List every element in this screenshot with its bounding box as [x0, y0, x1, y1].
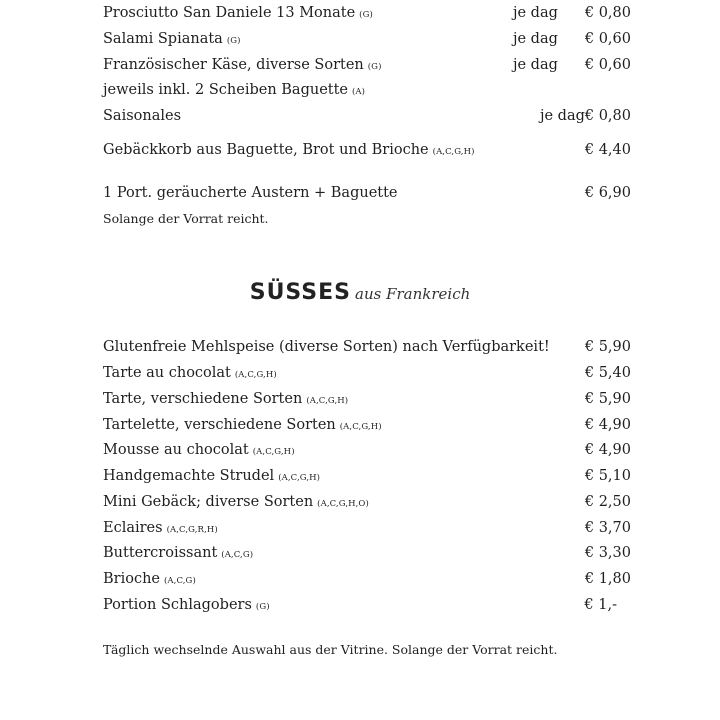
- allergen-codes: (G): [359, 10, 373, 20]
- allergen-codes: (A,C,G): [164, 576, 196, 586]
- item-name: Handgemachte Strudel (A,C,G,H): [103, 468, 321, 484]
- price: € 4,90: [584, 417, 631, 433]
- price: € 0,60: [584, 31, 631, 47]
- top-note: Solange der Vorrat reicht.: [103, 211, 269, 226]
- item-name: Prosciutto San Daniele 13 Monate (G): [103, 5, 373, 21]
- section-title: SÜSSES: [249, 280, 352, 305]
- price: € 5,90: [584, 339, 631, 355]
- price: € 4,90: [584, 442, 631, 458]
- item-name: Buttercroissant (A,C,G): [103, 545, 254, 561]
- allergen-codes: (A,C,G,H): [432, 147, 475, 157]
- item-name: 1 Port. geräucherte Austern + Baguette: [103, 185, 398, 201]
- allergen-codes: (A,C,G,H,O): [317, 499, 369, 509]
- item-name: Salami Spianata (G): [103, 31, 241, 47]
- allergen-codes: (A,C,G): [221, 550, 254, 560]
- allergen-codes: (A,C,G,R,H): [166, 525, 218, 535]
- item-name: Saisonales: [103, 108, 182, 124]
- allergen-codes: (G): [255, 602, 270, 612]
- allergen-codes: (A): [352, 87, 366, 97]
- price: € 3,70: [584, 520, 631, 536]
- allergen-codes: (A,C,G,H): [339, 422, 382, 432]
- allergen-codes: (G): [367, 62, 382, 72]
- item-name: Portion Schlagobers (G): [103, 597, 270, 613]
- unit-label: je dag: [513, 31, 558, 47]
- item-name: Eclaires (A,C,G,R,H): [103, 520, 218, 536]
- price: € 5,90: [584, 391, 631, 407]
- price: € 5,40: [584, 365, 631, 381]
- item-name: Tarte au chocolat (A,C,G,H): [103, 365, 277, 381]
- allergen-codes: (A,C,G,H): [278, 473, 321, 483]
- price: € 2,50: [584, 494, 631, 510]
- item-name: Tarte, verschiedene Sorten (A,C,G,H): [103, 391, 349, 407]
- price: € 0,80: [584, 108, 631, 124]
- unit-label: je dag: [513, 5, 558, 21]
- item-name: Tartelette, verschiedene Sorten (A,C,G,H): [103, 417, 382, 433]
- price: € 0,80: [584, 5, 631, 21]
- item-name: Mini Gebäck; diverse Sorten (A,C,G,H,O): [103, 494, 369, 510]
- allergen-codes: (A,C,G,H): [234, 370, 277, 380]
- item-name: Glutenfreie Mehlspeise (diverse Sorten) nach Verfügbarkeit!: [103, 339, 550, 355]
- price: € 6,90: [584, 185, 631, 201]
- section-heading: [0, 280, 720, 305]
- unit-label: je dag: [513, 57, 558, 73]
- allergen-codes: (G): [226, 36, 241, 46]
- bottom-note: Täglich wechselnde Auswahl aus der Vitrine. Solange der Vorrat reicht.: [103, 642, 558, 657]
- item-name: Gebäckkorb aus Baguette, Brot und Brioche (A,C,G,H): [103, 142, 475, 158]
- price: € 5,10: [584, 468, 631, 484]
- item-name: jeweils inkl. 2 Scheiben Baguette (A): [103, 82, 366, 98]
- item-name: Französischer Käse, diverse Sorten (G): [103, 57, 382, 73]
- unit-label: je dag: [540, 108, 585, 124]
- price: € 1,80: [584, 571, 631, 587]
- price: € 0,60: [584, 57, 631, 73]
- item-name: Mousse au chocolat (A,C,G,H): [103, 442, 295, 458]
- price: € 4,40: [584, 142, 631, 158]
- allergen-codes: (A,C,G,H): [252, 447, 295, 457]
- price: € 1,-: [584, 597, 617, 613]
- section-subtitle: aus Frankreich: [355, 285, 471, 303]
- price: € 3,30: [584, 545, 631, 561]
- item-name: Brioche (A,C,G): [103, 571, 196, 587]
- allergen-codes: (A,C,G,H): [306, 396, 349, 406]
